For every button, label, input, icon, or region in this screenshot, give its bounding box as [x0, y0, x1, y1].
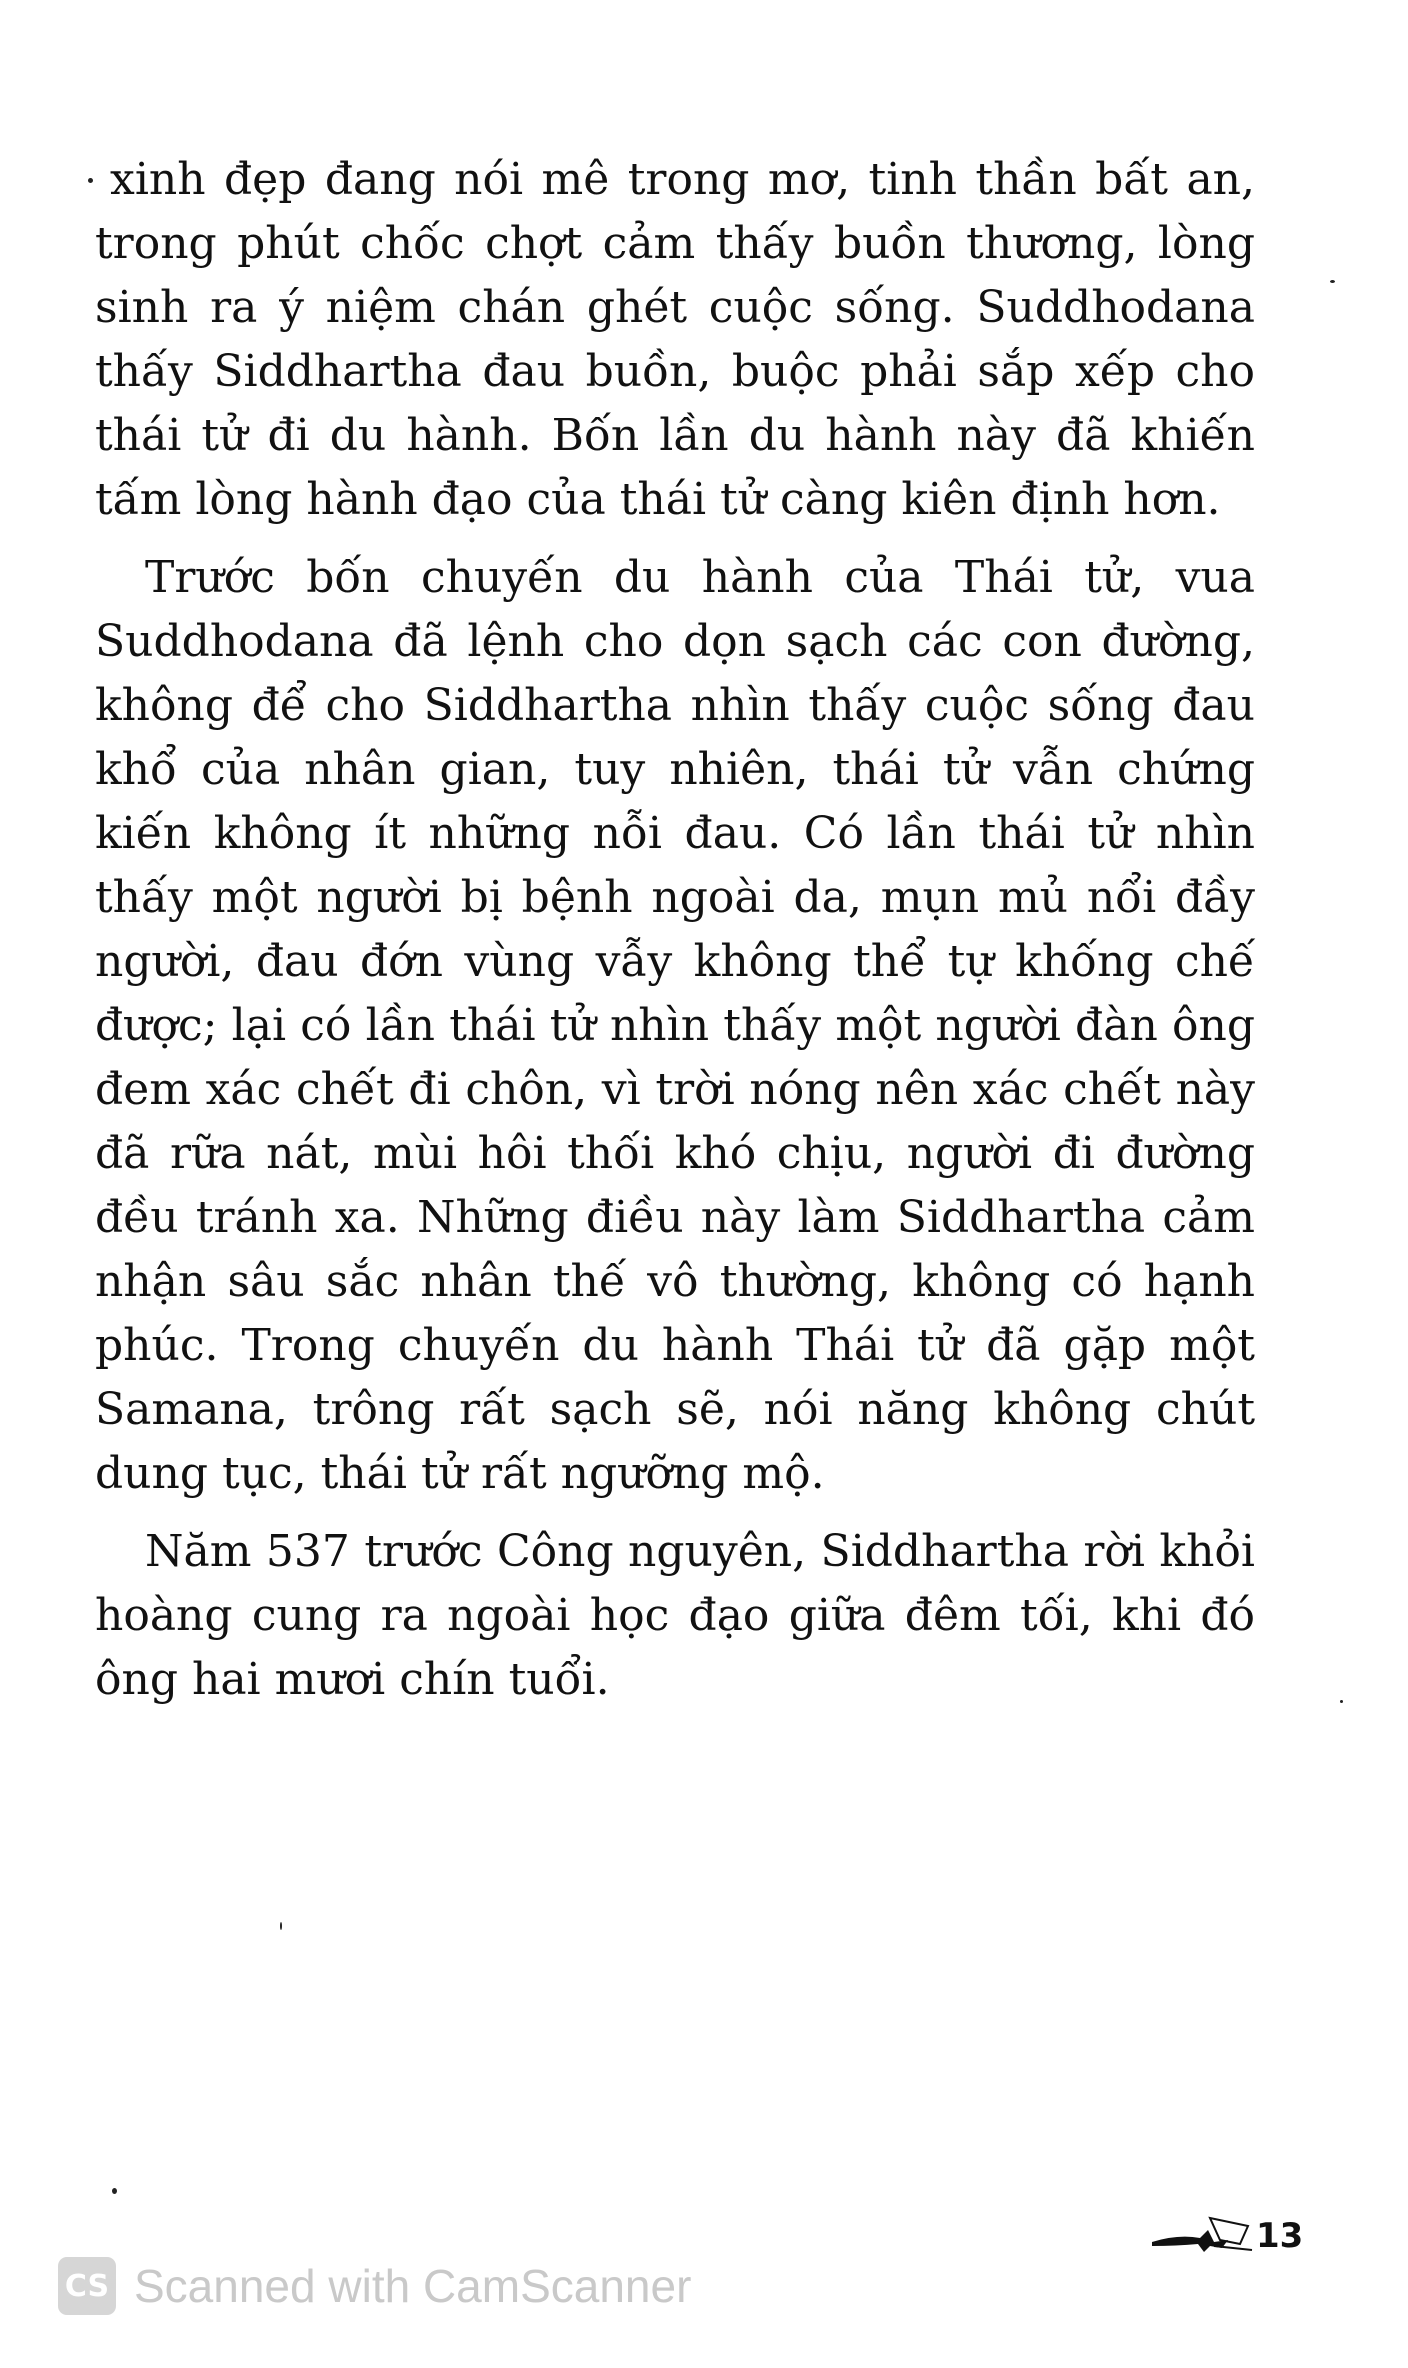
watermark-text: Scanned with CamScanner [134, 2260, 692, 2312]
page-ornament-icon [1148, 2212, 1258, 2256]
scan-speck [88, 178, 93, 183]
paragraph-2: Trước bốn chuyến du hành của Thái tử, vua Suddhodana đã lệnh cho dọn sạch các con đường, không để cho Siddhartha nhìn thấy cuộc sống đau khổ của nhân gian, tuy nhiên, thái tử vẫn chứng kiến không ít những nỗi đau. Có lần thái tử nhìn thấy một người bị bệnh ngoài da, mụn mủ nổi đầy người, đau đớn vùng vẫy không thể tự khống chế được; lại có lần thái tử nhìn thấy một người đàn ông đem xác chết đi chôn, vì trời nóng nên xác chết này đã rữa nát, mùi hôi thối khó chịu, người đi đường đều tránh xa. Những điều này làm Siddhartha cảm nhận sâu sắc nhân thế vô thường, không có hạnh phúc. Trong chuyến du hành Thái tử đã gặp một Samana, trông rất sạch sẽ, nói năng không chút dung tục, thái tử rất ngưỡng mộ. [95, 552, 1255, 1499]
paragraph-3: Năm 537 trước Công nguyên, Siddhartha rời khỏi hoàng cung ra ngoài học đạo giữa đêm tối, khi đó ông hai mươi chín tuổi. [95, 1526, 1255, 1705]
body-text [95, 148, 1255, 1726]
paragraph-1: xinh đẹp đang nói mê trong mơ, tinh thần bất an, trong phút chốc chợt cảm thấy buồn thương, lòng sinh ra ý niệm chán ghét cuộc sống. Suddhodana thấy Siddhartha đau buồn, buộc phải sắp xếp cho thái tử đi du hành. Bốn lần du hành này đã khiến tấm lòng hành đạo của thái tử càng kiên định hơn. [95, 154, 1255, 525]
camscanner-logo-icon [58, 2257, 116, 2315]
page-number: 13 [1256, 2216, 1304, 2256]
scan-speck [1340, 1700, 1343, 1703]
scan-speck [1330, 280, 1335, 283]
camscanner-logo-text: CS [64, 2268, 110, 2304]
scanner-watermark [58, 2256, 691, 2316]
scan-speck [280, 1922, 282, 1930]
scan-speck [112, 2188, 117, 2194]
